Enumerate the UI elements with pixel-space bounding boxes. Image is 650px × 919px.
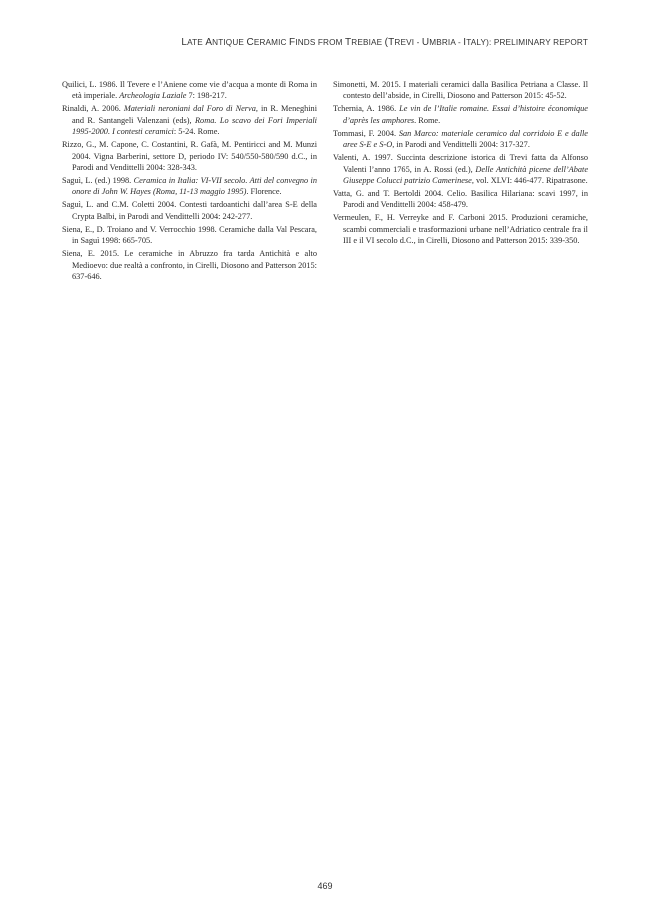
right-column (333, 79, 588, 284)
reference-entry (62, 199, 317, 222)
reference-entry (62, 139, 317, 173)
reference-title: Delle Antichità picene dell’Abate Giuseppe Colucci patrizio Camerinese (343, 164, 588, 186)
reference-text: : 5-24. Rome. (173, 127, 220, 137)
reference-text: . Rome. (414, 115, 441, 125)
left-column (62, 79, 317, 284)
reference-text: Tchernia, A. 1986. (333, 104, 400, 114)
reference-entry (333, 212, 588, 246)
reference-title: Roma. Lo scavo dei Fori Imperiali 1995-2000. I contesti ceramici (72, 115, 317, 137)
reference-text: Quilici, L. 1986. Il Tevere e l’Aniene come vie d’acqua a monte di Roma in età imperiale. (62, 80, 317, 101)
reference-title: Archeologia Laziale (119, 91, 187, 101)
page-number: 469 (317, 881, 333, 891)
reference-text: Siena, E. 2015. Le ceramiche in Abruzzo fra tarda Antichità e alto Medioevo: due realtà a confronto, in Cirelli, Diosono and Patterson 2015: 637-646. (62, 249, 317, 282)
reference-text: Vermeulen, F., H. Verreyke and F. Carboni 2015. Produzioni ceramiche, scambi commerciali e trasformazioni urbane nell’Adriatico centrale fra il III e il VI secolo d.C., in Cirelli, Diosono and Patterson 2015: 339-350. (333, 213, 588, 246)
reference-text: , in Parodi and Vendittelli 2004: 317-327. (392, 140, 530, 150)
reference-text: , in R. Meneghini and R. Santangeli Valenzani (eds), (72, 104, 317, 125)
reference-entry (333, 152, 588, 186)
reference-entry (333, 79, 588, 102)
reference-text: Vatta, G. and T. Bertoldi 2004. Celio. Basilica Hilariana: scavi 1997, in Parodi and Vendittelli 2004: 458-479. (333, 189, 588, 210)
bibliography (62, 79, 588, 284)
reference-text: Tommasi, F. 2004. (333, 128, 399, 138)
reference-text: Rinaldi, A. 2006. (62, 104, 124, 114)
reference-entry (62, 79, 317, 102)
reference-text: Valenti, A. 1997. Succinta descrizione istorica di Trevi fatta da Alfonso Valenti l’anno 1765, in A. Rossi (ed.), (333, 153, 588, 174)
reference-text: Rizzo, G., M. Capone, C. Costantini, R. Gafà, M. Pentiricci and M. Munzi 2004. Vigna Barberini, settore D, periodo IV: 540/550-580/590 d.C., in Parodi and Vendittelli 2004: 328-343. (62, 140, 317, 173)
reference-entry (333, 188, 588, 211)
reference-entry (62, 175, 317, 198)
reference-entry (333, 103, 588, 126)
reference-title: Ceramica in Italia: VI-VII secolo. Atti del convegno in onore di John W. Hayes (Roma, 11-13 maggio 1995) (72, 176, 318, 197)
reference-title: San Marco: materiale ceramico dal corridoio E e dalle aree S-E e S-O (343, 128, 588, 150)
reference-entry (333, 128, 588, 151)
reference-text: . Florence. (246, 187, 282, 197)
reference-text: Saguì, L. and C.M. Coletti 2004. Contesti tardoantichi dall’area S-E della Crypta Balbi, in Parodi and Vendittelli 2004: 242-277. (62, 200, 317, 221)
reference-text: Siena, E., D. Troiano and V. Verrocchio 1998. Ceramiche dalla Val Pescara, in Saguì 1998: 665-705. (62, 224, 317, 246)
reference-entry (62, 224, 317, 247)
reference-text: Simonetti, M. 2015. I materiali ceramici dalla Basilica Petriana a Classe. Il contesto dell’abside, in Cirelli, Diosono and Patterson 2015: 45-52. (333, 80, 588, 101)
reference-title: Materiali neroniani dal Foro di Nerva (123, 104, 256, 114)
reference-text: 7: 198-217. (186, 91, 227, 101)
reference-entry (62, 103, 317, 137)
reference-title: Le vin de l’Italie romaine. Essai d’histoire économique d’après les amphores (343, 104, 588, 125)
reference-text: , vol. XLVI: 446-477. Ripatrasone. (471, 176, 588, 186)
running-head: LATE ANTIQUE CERAMIC FINDS FROM TREBIAE (TREVI - UMBRIA - ITALY): PRELIMINARY REPORT (181, 37, 588, 48)
reference-entry (62, 248, 317, 282)
reference-text: Saguì, L. (ed.) 1998. (62, 176, 134, 186)
